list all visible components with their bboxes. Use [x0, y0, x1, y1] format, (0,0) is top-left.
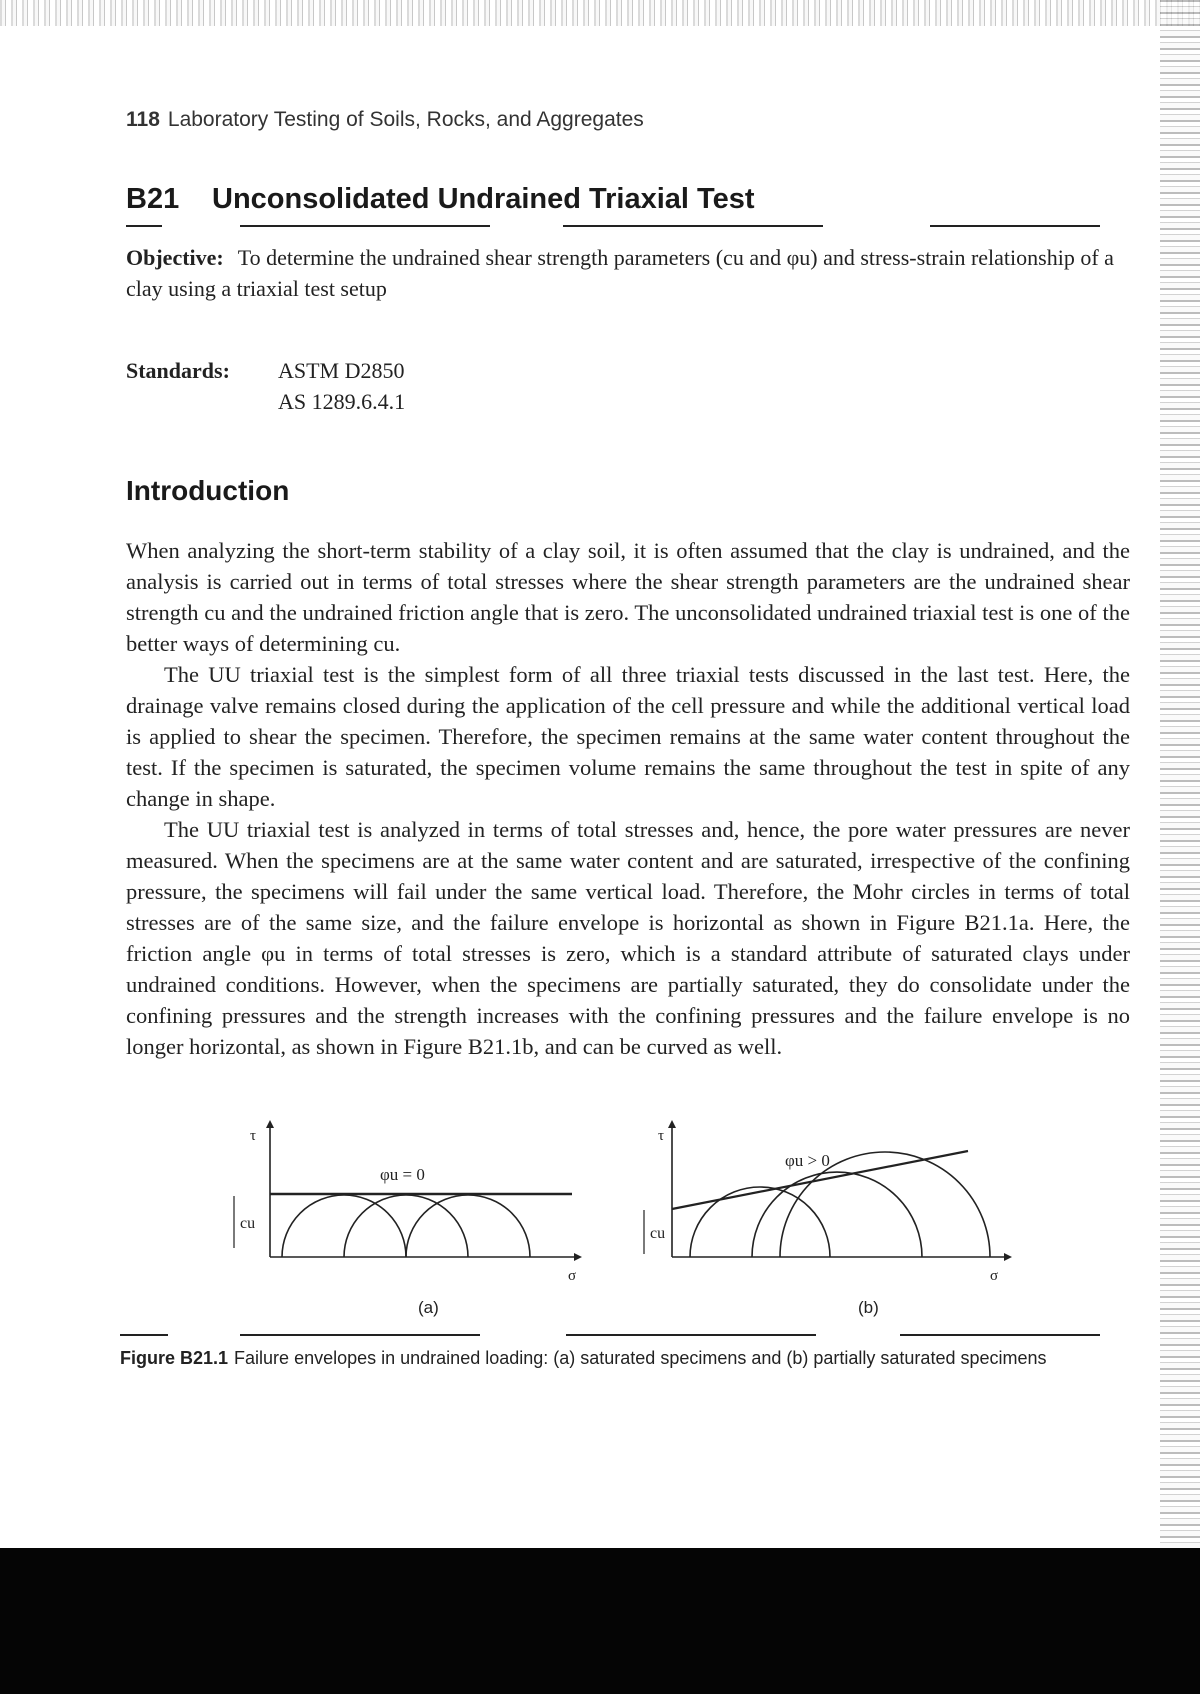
- panel-b-x-arrow: [1004, 1253, 1012, 1261]
- title-rule: [126, 225, 162, 227]
- title-rule: [240, 225, 490, 227]
- panel-a-diagram: [234, 1120, 582, 1261]
- paragraph: The UU triaxial test is the simplest form of all three triaxial tests discussed in the last test. Here, the drainage valve remains closed during the application of the cell pressure and while the additional vertical load is applied to shear the specimen. Therefore, the specimen remains at the same water content throughout the test. If the specimen is saturated, the specimen volume remains the same throughout the test in spite of any change in shape.: [126, 662, 1130, 811]
- panel-b-y-arrow: [668, 1120, 676, 1128]
- page-number: 118: [126, 108, 160, 131]
- standards-label: Standards:: [126, 358, 230, 383]
- section-number: B21: [126, 183, 180, 215]
- mohr-circle: [752, 1172, 922, 1257]
- panel-a-x-symbol: σ: [568, 1268, 577, 1284]
- figure-caption: [120, 1346, 1110, 1370]
- figure-b21-1: [220, 1120, 1040, 1295]
- panel-a-cohesion-label: cu: [240, 1215, 256, 1232]
- caption-rule: [566, 1334, 816, 1336]
- standards: [126, 355, 406, 414]
- figure-caption-label: Figure B21.1: [120, 1348, 229, 1368]
- introduction-heading: Introduction: [126, 475, 290, 506]
- paragraph: When analyzing the short-term stability of a clay soil, it is often assumed that the clay is undrained, and the analysis is carried out in terms of total stresses where the shear strength parameters are the undrained shear strength cu and the undrained friction angle that is zero. The unconsolidated undrained triaxial test is one of the better ways of determining cu.: [126, 538, 1130, 656]
- panel-b-label: (b): [858, 1298, 879, 1317]
- panel-a-envelope-label: φu = 0: [380, 1165, 425, 1184]
- objective-label: Objective:: [126, 245, 224, 270]
- caption-rule: [900, 1334, 1100, 1336]
- objective: [126, 242, 1116, 304]
- standard-item: AS 1289.6.4.1: [278, 389, 406, 414]
- caption-rule: [240, 1334, 480, 1336]
- panel-b-diagram: [644, 1120, 1012, 1261]
- objective-text: To determine the undrained shear strength parameters (cu and φu) and stress-strain relationship of a clay using a triaxial test setup: [126, 245, 1114, 301]
- panel-b-y-symbol: τ: [658, 1128, 665, 1144]
- figure-caption-text: Failure envelopes in undrained loading: (a) saturated specimens and (b) partially saturated specimens: [234, 1348, 1047, 1368]
- introduction-body: [126, 535, 1130, 1062]
- panel-b-envelope-label: φu > 0: [785, 1151, 830, 1170]
- panel-a-x-arrow: [574, 1253, 582, 1261]
- paragraph: The UU triaxial test is analyzed in terms of total stresses and, hence, the pore water pressures are never measured. When the specimens are at the same water content and are saturated, irrespective of the confining pressure, the specimens will fail under the same vertical load. Therefore, the Mohr circles in terms of total stresses are of the same size, and the failure envelope is horizontal as shown in Figure B21.1a. Here, the friction angle φu in terms of total stresses is zero, which is a standard attribute of saturated clays under undrained conditions. However, when the specimens are partially saturated, they do consolidate under the confining pressures and the strength increases with the confining pressures and the failure envelope is no longer horizontal, as shown in Figure B21.1b, and can be curved as well.: [126, 817, 1130, 1059]
- book-title: Laboratory Testing of Soils, Rocks, and Aggregates: [167, 108, 644, 131]
- scan-top-edge: [0, 0, 1200, 26]
- panel-a-y-arrow: [266, 1120, 274, 1128]
- panel-a-label: (a): [418, 1298, 439, 1317]
- panel-a-y-symbol: τ: [250, 1128, 257, 1144]
- mohr-circle-diagrams: [220, 1120, 1040, 1290]
- section-title: [126, 183, 755, 216]
- caption-rule: [120, 1334, 168, 1336]
- section-title-text: Unconsolidated Undrained Triaxial Test: [212, 183, 755, 215]
- panel-b-cohesion-label: cu: [650, 1225, 666, 1242]
- panel-b-x-symbol: σ: [990, 1268, 999, 1284]
- title-rule: [563, 225, 823, 227]
- title-rule: [930, 225, 1100, 227]
- running-head: [126, 108, 644, 132]
- standards-list: [278, 355, 405, 417]
- scan-bottom-shadow: [0, 1548, 1200, 1694]
- scan-right-edge: [1160, 0, 1200, 1548]
- standard-item: ASTM D2850: [278, 358, 405, 383]
